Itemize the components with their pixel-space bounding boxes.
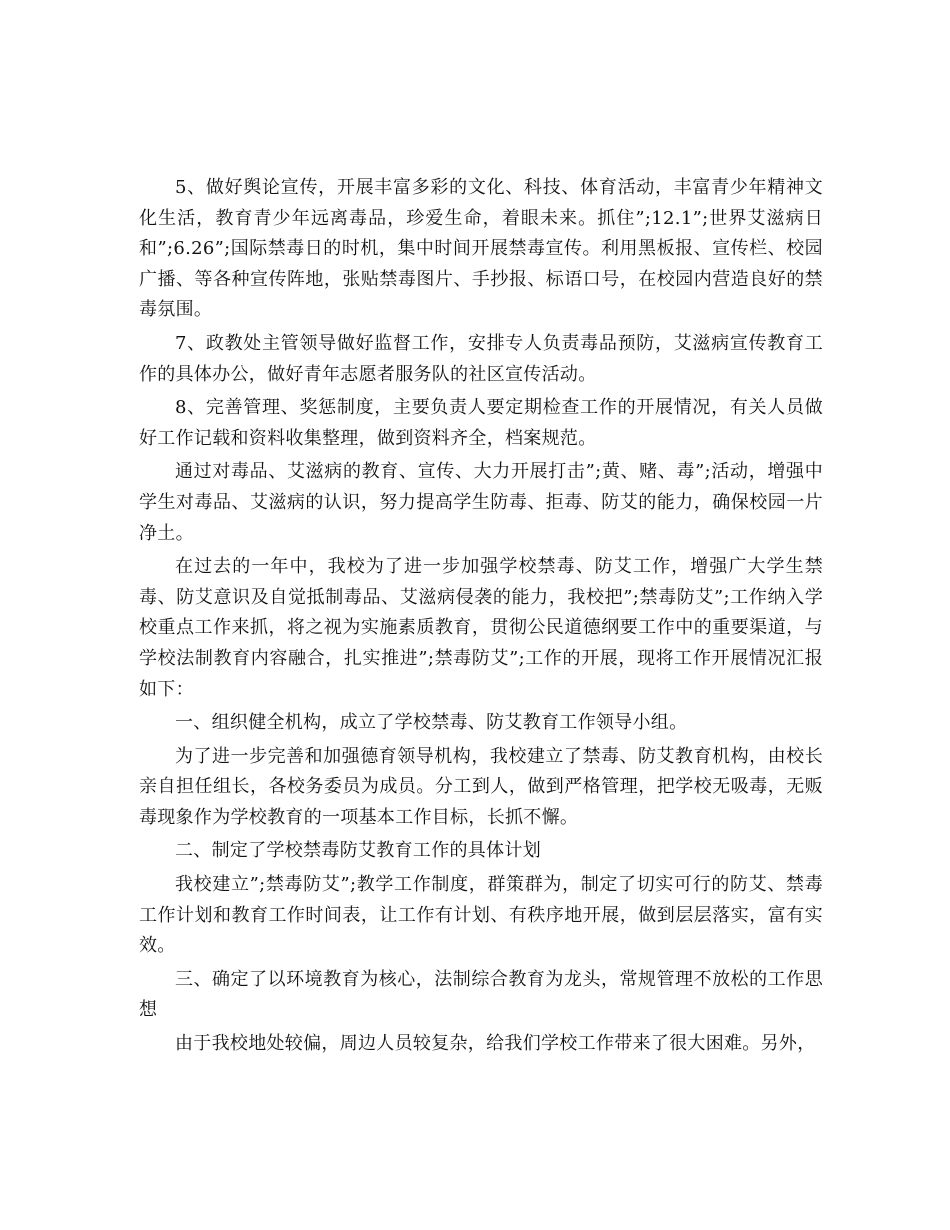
paragraph-7: 为了进一步完善和加强德育领导机构，我校建立了禁毒、防艾教育机构，由校长亲自担任组长，各校务委员为成员。分工到人，做到严格管理，把学校无吸毒，无贩毒现象作为学校教育的一项基本工作目标，长抓不懈。 <box>139 745 823 828</box>
paragraph-9: 我校建立”;禁毒防艾”;教学工作制度，群策群为，制定了切实可行的防艾、禁毒工作计划和教育工作时间表，让工作有计划、有秩序地开展，做到层层落实，富有实效。 <box>139 874 823 957</box>
paragraph-4: 通过对毒品、艾滋病的教育、宣传、大力开展打击”;黄、赌、毒”;活动，增强中学生对毒品、艾滋病的认识，努力提高学生防毒、拒毒、防艾的能力，确保校园一片净土。 <box>139 461 823 544</box>
paragraph-6: 一、组织健全机构，成立了学校禁毒、防艾教育工作领导小组。 <box>175 712 688 734</box>
paragraph-1: 5、做好舆论宣传，开展丰富多彩的文化、科技、体育活动，丰富青少年精神文化生活，教育青少年远离毒品，珍爱生命，着眼未来。抓住”;12.1”;世界艾滋病日和”;6.26”;国际禁毒日的时机，集中时间开展禁毒宣传。利用黑板报、宣传栏、校园广播、等各种宣传阵地，张贴禁毒图片、手抄报、标语口号，在校园内营造良好的禁毒氛围。 <box>139 177 823 321</box>
paragraph-5: 在过去的一年中，我校为了进一步加强学校禁毒、防艾工作，增强广大学生禁毒、防艾意识及自觉抵制毒品、艾滋病侵袭的能力，我校把”;禁毒防艾”;工作纳入学校重点工作来抓，将之视为实施素质教育，贯彻公民道德纲要工作中的重要渠道，与学校法制教育内容融合，扎实推进”;禁毒防艾”;工作的开展，现将工作开展情况汇报如下： <box>139 556 823 700</box>
document-body <box>139 173 823 1063</box>
paragraph-3: 8、完善管理、奖惩制度，主要负责人要定期检查工作的开展情况，有关人员做好工作记载和资料收集整理，做到资料齐全，档案规范。 <box>139 397 823 449</box>
paragraph-2: 7、政教处主管领导做好监督工作，安排专人负责毒品预防，艾滋病宣传教育工作的具体办公，做好青年志愿者服务队的社区宣传活动。 <box>139 332 823 385</box>
paragraph-10: 三、确定了以环境教育为核心，法制综合教育为龙头，常规管理不放松的工作思想 <box>139 968 823 1021</box>
paragraph-8: 二、制定了学校禁毒防艾教育工作的具体计划 <box>175 840 541 862</box>
paragraph-11: 由于我校地处较偏，周边人员较复杂，给我们学校工作带来了很大困难。另外， <box>175 1033 816 1055</box>
